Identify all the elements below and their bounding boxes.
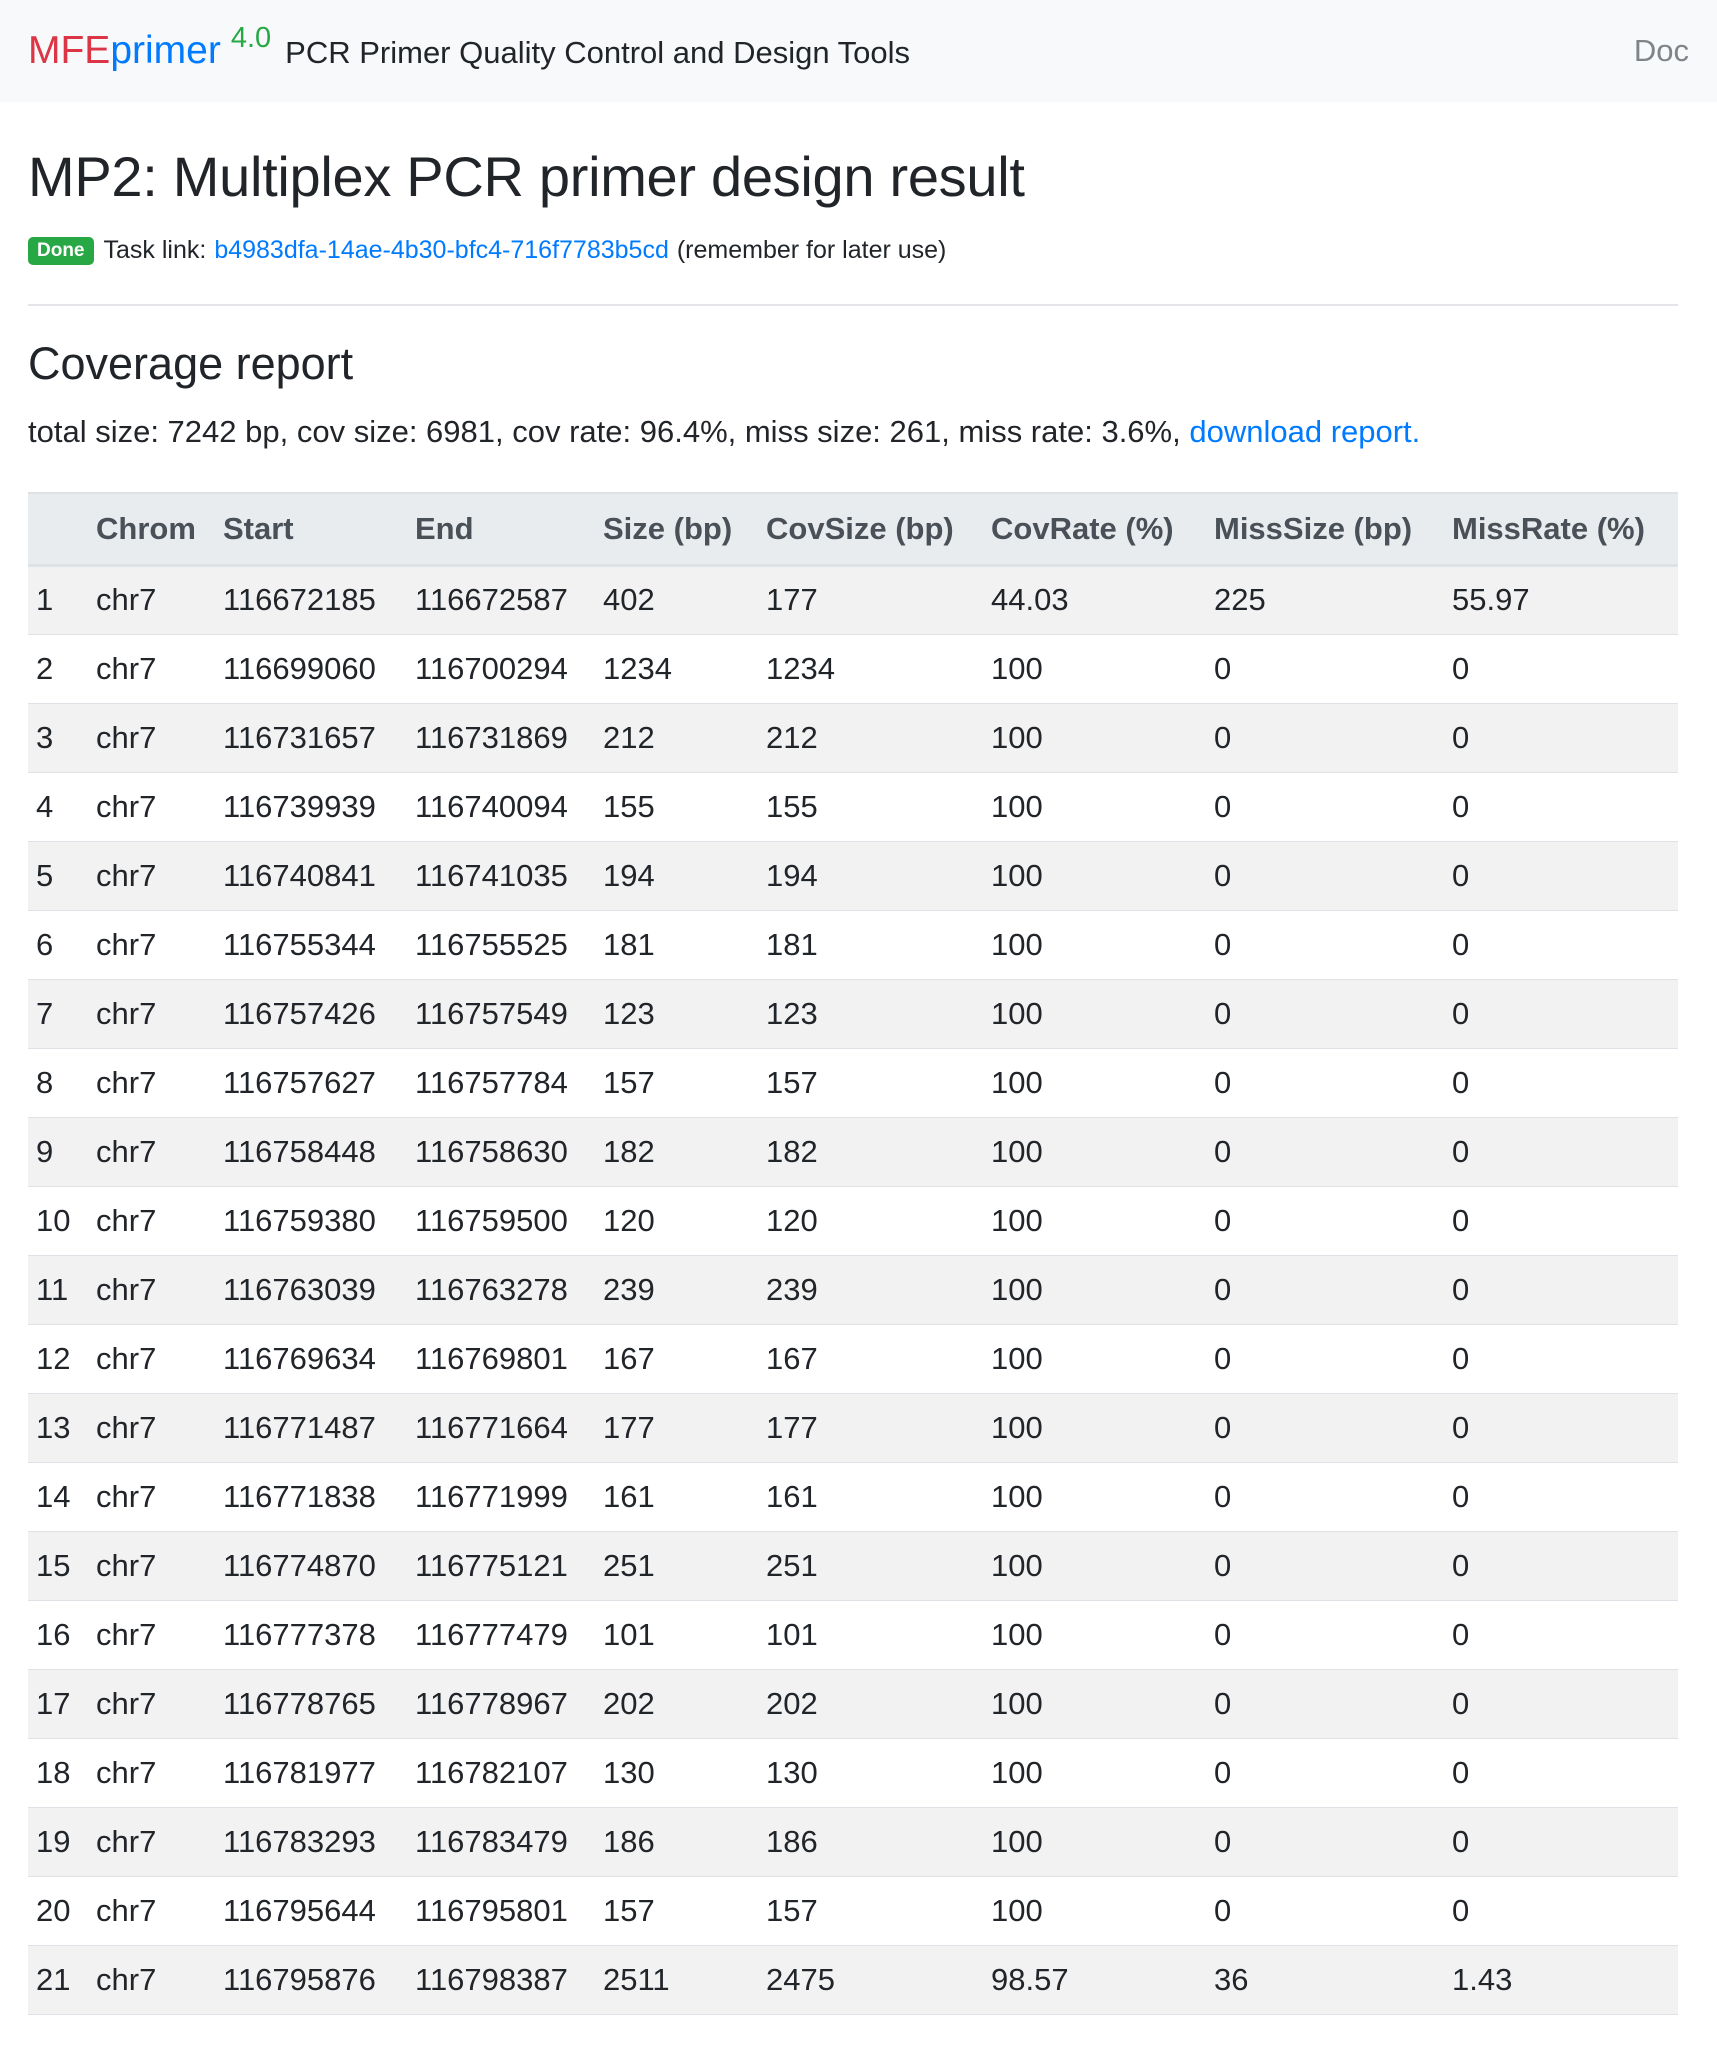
table-cell-miss-rate: 0 [1444, 1117, 1678, 1186]
table-cell-cov-rate: 100 [983, 1738, 1206, 1807]
table-cell-chrom: chr7 [88, 772, 215, 841]
table-cell-end: 116771999 [407, 1462, 595, 1531]
table-cell-cov-rate: 100 [983, 1600, 1206, 1669]
table-cell-miss-size: 0 [1206, 979, 1444, 1048]
table-row [28, 1738, 1678, 1807]
table-row [28, 565, 1678, 634]
table-cell-cov-size: 202 [758, 1669, 983, 1738]
table-cell-chrom: chr7 [88, 1531, 215, 1600]
table-cell-cov-size: 130 [758, 1738, 983, 1807]
table-cell-miss-size: 0 [1206, 841, 1444, 910]
table-cell-size: 155 [595, 772, 758, 841]
table-cell-cov-size: 182 [758, 1117, 983, 1186]
status-badge: Done [28, 237, 94, 265]
table-cell-end: 116763278 [407, 1255, 595, 1324]
table-cell-start: 116672185 [215, 565, 407, 634]
table-cell-end: 116783479 [407, 1807, 595, 1876]
table-cell-end: 116775121 [407, 1531, 595, 1600]
table-cell-miss-rate: 0 [1444, 772, 1678, 841]
column-header-miss-size: MissSize (bp) [1206, 493, 1444, 565]
table-cell-miss-rate: 0 [1444, 910, 1678, 979]
table-cell-cov-size: 177 [758, 1393, 983, 1462]
table-row [28, 1876, 1678, 1945]
table-row [28, 1186, 1678, 1255]
table-cell-start: 116699060 [215, 634, 407, 703]
table-cell-index: 19 [28, 1807, 88, 1876]
column-header-chrom: Chrom [88, 493, 215, 565]
table-cell-index: 17 [28, 1669, 88, 1738]
table-cell-cov-size: 155 [758, 772, 983, 841]
table-cell-size: 186 [595, 1807, 758, 1876]
table-cell-end: 116755525 [407, 910, 595, 979]
table-cell-start: 116763039 [215, 1255, 407, 1324]
table-cell-size: 2511 [595, 1945, 758, 2014]
table-cell-miss-size: 225 [1206, 565, 1444, 634]
table-cell-start: 116758448 [215, 1117, 407, 1186]
table-cell-cov-rate: 100 [983, 1117, 1206, 1186]
divider [28, 304, 1678, 306]
table-cell-cov-size: 251 [758, 1531, 983, 1600]
table-cell-miss-rate: 0 [1444, 1807, 1678, 1876]
table-cell-index: 20 [28, 1876, 88, 1945]
table-cell-end: 116758630 [407, 1117, 595, 1186]
table-cell-miss-size: 0 [1206, 1807, 1444, 1876]
table-cell-index: 16 [28, 1600, 88, 1669]
table-cell-miss-rate: 0 [1444, 1876, 1678, 1945]
table-cell-miss-rate: 0 [1444, 1600, 1678, 1669]
table-cell-size: 120 [595, 1186, 758, 1255]
table-cell-size: 402 [595, 565, 758, 634]
column-header-end: End [407, 493, 595, 565]
table-cell-cov-rate: 100 [983, 1255, 1206, 1324]
table-row [28, 1462, 1678, 1531]
table-cell-cov-size: 120 [758, 1186, 983, 1255]
table-cell-index: 18 [28, 1738, 88, 1807]
table-cell-cov-rate: 100 [983, 1393, 1206, 1462]
table-cell-miss-size: 0 [1206, 1600, 1444, 1669]
table-cell-end: 116740094 [407, 772, 595, 841]
table-cell-start: 116757627 [215, 1048, 407, 1117]
table-cell-miss-size: 0 [1206, 1669, 1444, 1738]
table-cell-cov-rate: 100 [983, 703, 1206, 772]
table-cell-chrom: chr7 [88, 1048, 215, 1117]
table-cell-index: 6 [28, 910, 88, 979]
table-cell-cov-rate: 100 [983, 1324, 1206, 1393]
table-cell-miss-rate: 55.97 [1444, 565, 1678, 634]
table-cell-index: 8 [28, 1048, 88, 1117]
table-row [28, 1324, 1678, 1393]
table-cell-start: 116771838 [215, 1462, 407, 1531]
page-title: MP2: Multiplex PCR primer design result [28, 145, 1025, 208]
table-cell-chrom: chr7 [88, 1945, 215, 2014]
column-header-miss-rate: MissRate (%) [1444, 493, 1678, 565]
table-cell-cov-rate: 44.03 [983, 565, 1206, 634]
table-cell-start: 116795876 [215, 1945, 407, 2014]
table-cell-start: 116769634 [215, 1324, 407, 1393]
table-cell-end: 116759500 [407, 1186, 595, 1255]
table-cell-size: 157 [595, 1048, 758, 1117]
table-cell-size: 182 [595, 1117, 758, 1186]
table-cell-chrom: chr7 [88, 1324, 215, 1393]
task-line [28, 236, 946, 265]
table-cell-size: 123 [595, 979, 758, 1048]
table-cell-cov-size: 186 [758, 1807, 983, 1876]
table-cell-cov-size: 181 [758, 910, 983, 979]
table-cell-index: 4 [28, 772, 88, 841]
table-cell-miss-rate: 0 [1444, 979, 1678, 1048]
column-header-index [28, 493, 88, 565]
table-row [28, 1117, 1678, 1186]
table-cell-cov-size: 1234 [758, 634, 983, 703]
table-row [28, 841, 1678, 910]
table-cell-size: 1234 [595, 634, 758, 703]
table-cell-start: 116795644 [215, 1876, 407, 1945]
table-cell-miss-rate: 0 [1444, 1738, 1678, 1807]
table-cell-size: 181 [595, 910, 758, 979]
table-row [28, 703, 1678, 772]
table-cell-start: 116783293 [215, 1807, 407, 1876]
table-cell-miss-rate: 0 [1444, 1669, 1678, 1738]
table-cell-chrom: chr7 [88, 1600, 215, 1669]
table-cell-end: 116782107 [407, 1738, 595, 1807]
brand-subtitle: PCR Primer Quality Control and Design Tools [285, 35, 911, 70]
table-cell-miss-size: 0 [1206, 1876, 1444, 1945]
table-cell-start: 116755344 [215, 910, 407, 979]
table-cell-index: 1 [28, 565, 88, 634]
table-cell-start: 116771487 [215, 1393, 407, 1462]
coverage-table [28, 492, 1678, 2015]
nav-doc-link[interactable]: Doc [1633, 33, 1689, 68]
table-cell-start: 116739939 [215, 772, 407, 841]
table-cell-miss-rate: 0 [1444, 703, 1678, 772]
table-cell-miss-size: 0 [1206, 910, 1444, 979]
table-cell-cov-rate: 100 [983, 1876, 1206, 1945]
download-report-link[interactable]: download report. [1189, 414, 1421, 449]
table-cell-miss-size: 0 [1206, 1531, 1444, 1600]
table-cell-index: 21 [28, 1945, 88, 2014]
column-header-cov-rate: CovRate (%) [983, 493, 1206, 565]
table-row [28, 979, 1678, 1048]
table-cell-size: 130 [595, 1738, 758, 1807]
table-row [28, 1600, 1678, 1669]
table-cell-index: 7 [28, 979, 88, 1048]
table-cell-start: 116777378 [215, 1600, 407, 1669]
table-cell-size: 212 [595, 703, 758, 772]
table-cell-start: 116740841 [215, 841, 407, 910]
table-cell-start: 116731657 [215, 703, 407, 772]
table-cell-start: 116781977 [215, 1738, 407, 1807]
table-cell-size: 167 [595, 1324, 758, 1393]
table-cell-start: 116757426 [215, 979, 407, 1048]
column-header-size: Size (bp) [595, 493, 758, 565]
table-cell-miss-size: 0 [1206, 703, 1444, 772]
table-cell-index: 12 [28, 1324, 88, 1393]
table-cell-miss-size: 0 [1206, 772, 1444, 841]
table-cell-miss-rate: 0 [1444, 1531, 1678, 1600]
table-cell-size: 202 [595, 1669, 758, 1738]
table-cell-chrom: chr7 [88, 1876, 215, 1945]
table-row [28, 1048, 1678, 1117]
table-cell-cov-size: 2475 [758, 1945, 983, 2014]
table-cell-index: 10 [28, 1186, 88, 1255]
navbar [0, 0, 1717, 102]
table-cell-chrom: chr7 [88, 841, 215, 910]
table-cell-chrom: chr7 [88, 1462, 215, 1531]
table-cell-miss-size: 0 [1206, 1186, 1444, 1255]
table-cell-end: 116795801 [407, 1876, 595, 1945]
table-cell-size: 101 [595, 1600, 758, 1669]
table-cell-index: 9 [28, 1117, 88, 1186]
table-cell-chrom: chr7 [88, 979, 215, 1048]
table-row [28, 1393, 1678, 1462]
coverage-report-title: Coverage report [28, 338, 354, 389]
table-cell-cov-rate: 100 [983, 1048, 1206, 1117]
brand-logo[interactable] [28, 22, 911, 73]
table-body [28, 565, 1678, 2014]
table-row [28, 772, 1678, 841]
table-cell-cov-rate: 100 [983, 910, 1206, 979]
table-cell-miss-size: 36 [1206, 1945, 1444, 2014]
table-cell-cov-rate: 100 [983, 979, 1206, 1048]
table-cell-size: 161 [595, 1462, 758, 1531]
table-cell-miss-rate: 0 [1444, 634, 1678, 703]
table-cell-chrom: chr7 [88, 703, 215, 772]
table-cell-index: 13 [28, 1393, 88, 1462]
table-cell-end: 116771664 [407, 1393, 595, 1462]
table-cell-miss-size: 0 [1206, 1462, 1444, 1531]
table-cell-cov-rate: 100 [983, 772, 1206, 841]
table-cell-index: 3 [28, 703, 88, 772]
table-cell-miss-rate: 0 [1444, 1324, 1678, 1393]
column-header-start: Start [215, 493, 407, 565]
table-row [28, 1255, 1678, 1324]
table-cell-miss-size: 0 [1206, 1255, 1444, 1324]
table-cell-cov-rate: 98.57 [983, 1945, 1206, 2014]
table-cell-start: 116774870 [215, 1531, 407, 1600]
table-cell-cov-rate: 100 [983, 634, 1206, 703]
table-cell-cov-rate: 100 [983, 1462, 1206, 1531]
table-cell-miss-size: 0 [1206, 1048, 1444, 1117]
table-cell-cov-size: 212 [758, 703, 983, 772]
table-cell-miss-rate: 0 [1444, 841, 1678, 910]
task-link[interactable]: b4983dfa-14ae-4b30-bfc4-716f7783b5cd [214, 236, 669, 264]
column-header-cov-size: CovSize (bp) [758, 493, 983, 565]
table-cell-miss-rate: 0 [1444, 1255, 1678, 1324]
table-cell-chrom: chr7 [88, 1186, 215, 1255]
table-header-row [28, 493, 1678, 565]
table-cell-cov-size: 157 [758, 1876, 983, 1945]
table-cell-miss-rate: 0 [1444, 1048, 1678, 1117]
table-cell-cov-rate: 100 [983, 1186, 1206, 1255]
brand-version: 4.0 [230, 22, 272, 54]
coverage-summary-text: total size: 7242 bp, cov size: 6981, cov rate: 96.4%, miss size: 261, miss rate: 3.6%, [28, 414, 1181, 449]
table-cell-end: 116741035 [407, 841, 595, 910]
table-cell-end: 116757549 [407, 979, 595, 1048]
table-cell-index: 14 [28, 1462, 88, 1531]
table-cell-end: 116798387 [407, 1945, 595, 2014]
table-cell-miss-size: 0 [1206, 1393, 1444, 1462]
table-cell-cov-size: 194 [758, 841, 983, 910]
coverage-summary [28, 414, 1420, 450]
table-row [28, 1945, 1678, 2014]
table-cell-miss-rate: 0 [1444, 1462, 1678, 1531]
table-cell-end: 116700294 [407, 634, 595, 703]
table-cell-chrom: chr7 [88, 1738, 215, 1807]
table-cell-cov-rate: 100 [983, 841, 1206, 910]
table-cell-cov-size: 239 [758, 1255, 983, 1324]
table-cell-cov-size: 167 [758, 1324, 983, 1393]
table-cell-size: 157 [595, 1876, 758, 1945]
table-cell-end: 116757784 [407, 1048, 595, 1117]
table-row [28, 634, 1678, 703]
table-cell-index: 5 [28, 841, 88, 910]
table-cell-cov-size: 157 [758, 1048, 983, 1117]
table-cell-miss-size: 0 [1206, 1738, 1444, 1807]
table-row [28, 1807, 1678, 1876]
table-cell-miss-rate: 0 [1444, 1393, 1678, 1462]
table-cell-cov-rate: 100 [983, 1669, 1206, 1738]
table-cell-miss-size: 0 [1206, 634, 1444, 703]
table-cell-chrom: chr7 [88, 1807, 215, 1876]
table-row [28, 910, 1678, 979]
table-cell-cov-size: 161 [758, 1462, 983, 1531]
table-cell-end: 116778967 [407, 1669, 595, 1738]
table-cell-chrom: chr7 [88, 634, 215, 703]
table-cell-cov-size: 123 [758, 979, 983, 1048]
table-cell-miss-size: 0 [1206, 1324, 1444, 1393]
table-cell-end: 116731869 [407, 703, 595, 772]
table-cell-index: 11 [28, 1255, 88, 1324]
table-cell-chrom: chr7 [88, 1255, 215, 1324]
table-cell-cov-rate: 100 [983, 1531, 1206, 1600]
table-cell-cov-size: 177 [758, 565, 983, 634]
table-cell-cov-size: 101 [758, 1600, 983, 1669]
table-cell-chrom: chr7 [88, 910, 215, 979]
table-cell-size: 251 [595, 1531, 758, 1600]
table-cell-index: 2 [28, 634, 88, 703]
table-cell-cov-rate: 100 [983, 1807, 1206, 1876]
table-cell-size: 194 [595, 841, 758, 910]
brand-mfe-text: MFE [28, 29, 111, 72]
table-cell-index: 15 [28, 1531, 88, 1600]
table-cell-chrom: chr7 [88, 1393, 215, 1462]
table-cell-start: 116759380 [215, 1186, 407, 1255]
table-cell-miss-rate: 0 [1444, 1186, 1678, 1255]
table-row [28, 1669, 1678, 1738]
table-cell-end: 116777479 [407, 1600, 595, 1669]
table-cell-chrom: chr7 [88, 565, 215, 634]
table-cell-start: 116778765 [215, 1669, 407, 1738]
task-note: (remember for later use) [676, 236, 947, 264]
task-label: Task link: [103, 236, 207, 264]
table-cell-miss-rate: 1.43 [1444, 1945, 1678, 2014]
brand-primer-text: primer [110, 29, 221, 72]
table-cell-end: 116672587 [407, 565, 595, 634]
table-cell-end: 116769801 [407, 1324, 595, 1393]
table-cell-miss-size: 0 [1206, 1117, 1444, 1186]
table-cell-chrom: chr7 [88, 1669, 215, 1738]
table-row [28, 1531, 1678, 1600]
table-cell-size: 239 [595, 1255, 758, 1324]
table-cell-chrom: chr7 [88, 1117, 215, 1186]
table-cell-size: 177 [595, 1393, 758, 1462]
